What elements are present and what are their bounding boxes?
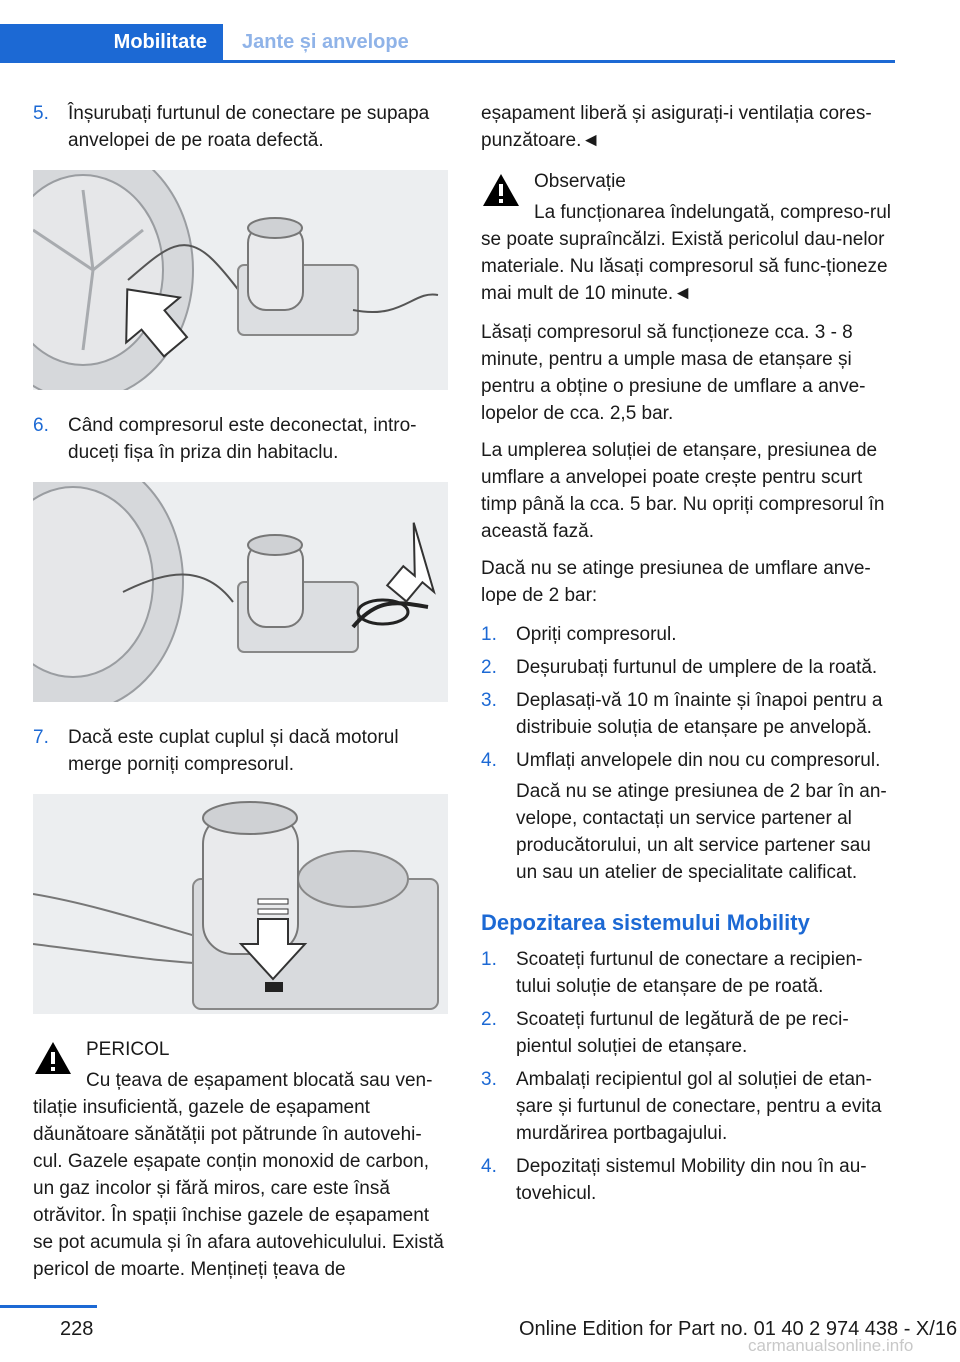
step-text: Dacă este cuplat cuplul și dacă motorul merge porniți compresorul. xyxy=(68,727,399,775)
footer-rule xyxy=(0,1305,97,1308)
tab-mobilitate[interactable]: Mobilitate xyxy=(0,24,223,60)
left-column xyxy=(33,100,448,1283)
watermark: carmanualsonline.info xyxy=(748,1336,914,1355)
note-title: Observație xyxy=(534,171,626,192)
step-text: Umflați anvelopele din nou cu compresorul. xyxy=(516,750,881,771)
step-number: 2. xyxy=(481,657,497,678)
figure-compressor-switch xyxy=(33,794,448,1014)
list-item xyxy=(481,687,896,741)
step-7 xyxy=(33,724,448,778)
warning-triangle-icon xyxy=(33,1040,73,1076)
paragraph-compressor-time: Lăsați compresorul să funcționeze cca. 3 - 8 minute, pentru a umple masa de etanșare și pentru a obține o presiune de umflare a anve-lopelor de cca. 2,5 bar. xyxy=(481,322,866,424)
step-number: 2. xyxy=(481,1009,497,1030)
warning-body: Cu țeava de eșapament blocată sau ven-tilație insuficientă, gazele de eșapament dăunătoare sănătății pot pătrunde în autovehi-cul. Gazele eșapate conțin monoxid de carbon, un gaz incolor și fără miros, care este însă otrăvitor. În spații închise gazele de eșapament se pot acumula și în afara autovehiculului. Există pericol de moarte. Mențineți țeava de xyxy=(33,1070,444,1280)
section-heading: Depozitarea sistemului Mobility xyxy=(481,910,810,935)
list-item xyxy=(481,1006,896,1060)
step-number: 3. xyxy=(481,690,497,711)
step-subtext: Dacă nu se atinge presiunea de 2 bar în an-velope, contactați un service partener al producătorului, un alt service partener sau un sau un atelier de specialitate calificat. xyxy=(516,781,887,883)
paragraph-pressure-rise: La umplerea soluției de etanșare, presiunea de umflare a anvelopei poate crește pentru scurt timp până la cca. 5 bar. Nu opriți compresorul în această fază. xyxy=(481,440,885,542)
step-text: Opriți compresorul. xyxy=(516,624,677,645)
warning-title: PERICOL xyxy=(86,1039,170,1060)
figure-hose-on-valve xyxy=(33,170,448,390)
step-number: 6. xyxy=(33,415,49,436)
step-text: Deșurubați furtunul de umplere de la roată. xyxy=(516,657,878,678)
step-5 xyxy=(33,100,448,154)
note-warning xyxy=(481,168,896,307)
step-text: Înșurubați furtunul de conectare pe supapa anvelopei de pe roata defectă. xyxy=(68,103,430,151)
storage-steps-list xyxy=(481,946,896,1207)
step-number: 7. xyxy=(33,727,49,748)
page-header xyxy=(0,24,895,64)
list-item xyxy=(481,747,896,886)
step-number: 1. xyxy=(481,624,497,645)
step-number: 3. xyxy=(481,1069,497,1090)
step-text: Scoateți furtunul de legătură de pe reci-pientul soluției de etanșare. xyxy=(516,1009,849,1057)
figure-plug-in-socket xyxy=(33,482,448,702)
step-6 xyxy=(33,412,448,466)
note-body: La funcționarea îndelungată, compreso-rul se poate supraîncălzi. Există pericolul dau-nelor materiale. Nu lăsați compresorul să func-ționeze mai mult de 10 minute.◄ xyxy=(481,202,892,304)
step-number: 1. xyxy=(481,949,497,970)
step-text: Când compresorul este deconectat, intro-duceți fișa în priza din habitaclu. xyxy=(68,415,417,463)
list-item xyxy=(481,654,896,681)
step-text: Ambalați recipientul gol al soluției de etan-șare și furtunul de conectare, pentru a evita murdărirea portbagajului. xyxy=(516,1069,882,1144)
warning-continuation: eșapament liberă și asigurați-i ventilația cores-punzătoare.◄ xyxy=(481,103,872,151)
step-number: 4. xyxy=(481,1156,497,1177)
right-column xyxy=(481,100,896,1213)
step-number: 5. xyxy=(33,103,49,124)
list-item xyxy=(481,1066,896,1147)
list-item xyxy=(481,621,896,648)
tab-jante-si-anvelope[interactable]: Jante și anvelope xyxy=(242,31,409,53)
edition-info: Online Edition for Part no. 01 40 2 974 438 - X/16 xyxy=(519,1318,958,1340)
danger-warning xyxy=(33,1036,448,1283)
warning-triangle-icon xyxy=(481,172,521,208)
step-text: Deplasați-vă 10 m înainte și înapoi pentru a distribuie soluția de etanșare pe anvelopă. xyxy=(516,690,883,738)
header-rule xyxy=(0,60,895,63)
step-text: Scoateți furtunul de conectare a recipien-tului soluție de etanșare de pe roată. xyxy=(516,949,863,997)
pressure-steps-list xyxy=(481,621,896,886)
list-item xyxy=(481,1153,896,1207)
page-number: 228 xyxy=(60,1318,94,1340)
step-number: 4. xyxy=(481,750,497,771)
list-item xyxy=(481,946,896,1000)
paragraph-pressure-not-reached: Dacă nu se atinge presiunea de umflare anve-lope de 2 bar: xyxy=(481,558,871,606)
step-text: Depozitați sistemul Mobility din nou în au-tovehicul. xyxy=(516,1156,867,1204)
